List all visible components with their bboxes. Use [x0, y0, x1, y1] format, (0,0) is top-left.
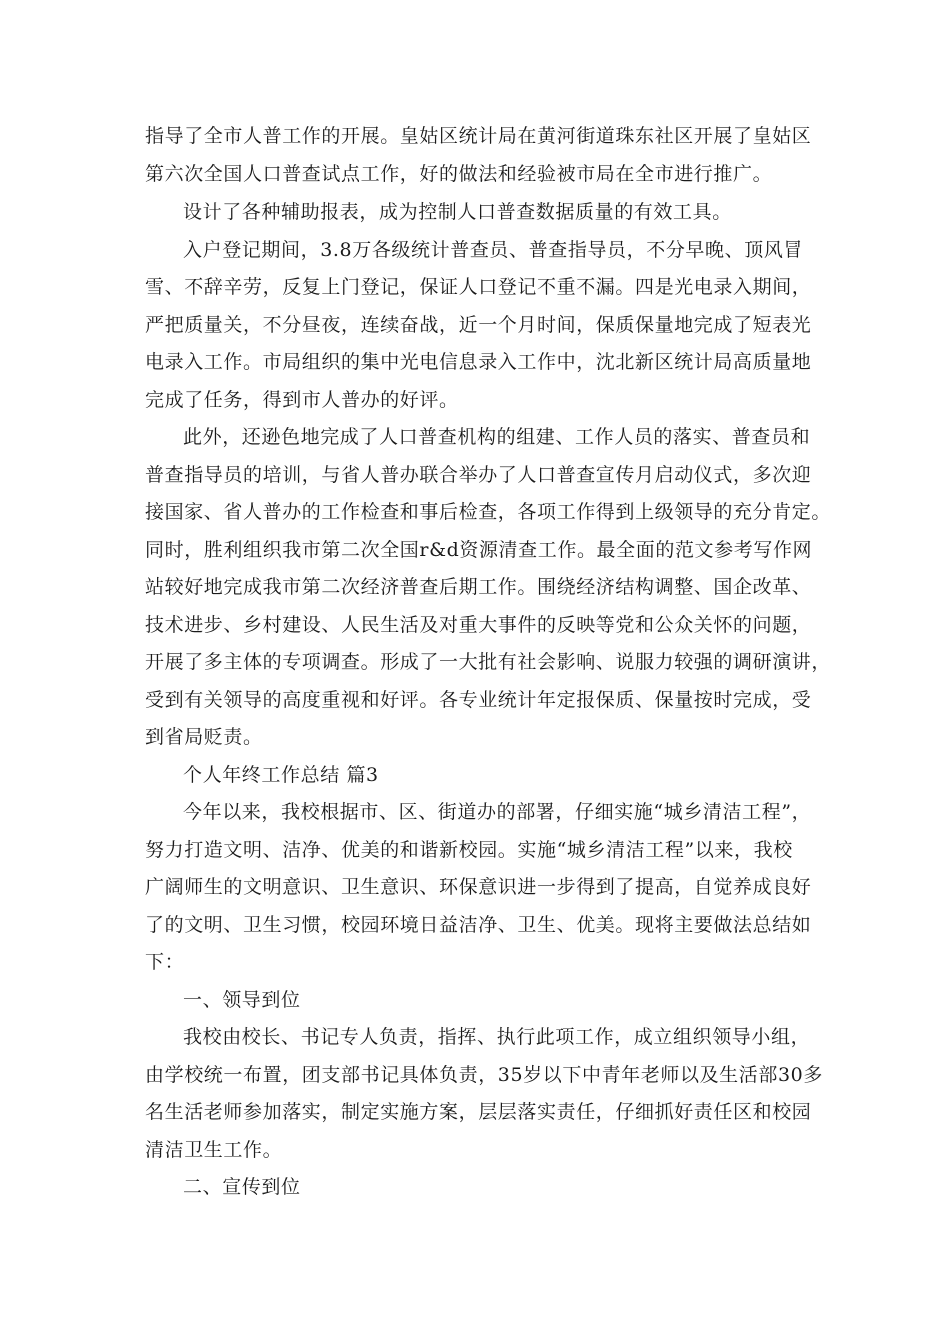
text-line: 第六次全国人口普查试点工作，好的做法和经验被市局在全市进行推广。: [145, 163, 773, 185]
text-line: 入户登记期间，3.8万各级统计普查员、普查指导员，不分早晚、顶风冒: [183, 239, 804, 261]
text-line: 接国家、省人普办的工作检查和事后检查，各项工作得到上级领导的充分肯定。: [145, 501, 832, 523]
text-line: 广阔师生的文明意识、卫生意识、环保意识进一步得到了提高，自觉养成良好: [145, 876, 812, 898]
text-line: 到省局贬责。: [145, 726, 263, 748]
text-line: 开展了多主体的专项调查。形成了一大批有社会影响、说服力较强的调研演讲，: [145, 651, 832, 673]
text-line: 今年以来，我校根据市、区、街道办的部署，仔细实施“城乡清洁工程”，: [183, 801, 812, 823]
text-line: 雪、不辞辛劳，反复上门登记，保证人口登记不重不漏。四是光电录入期间，: [145, 276, 812, 298]
text-line: 受到有关领导的高度重视和好评。各专业统计年定报保质、保量按时完成，受: [145, 689, 812, 711]
text-line: 技术进步、乡村建设、人民生活及对重大事件的反映等党和公众关怀的问题，: [145, 614, 812, 636]
text-line: 普查指导员的培训，与省人普办联合举办了人口普查宣传月启动仪式，多次迎: [145, 464, 812, 486]
subheading: 二、宣传到位: [183, 1176, 301, 1198]
text-line: 下：: [145, 951, 185, 973]
text-line: 指导了全市人普工作的开展。皇姑区统计局在黄河街道珠东社区开展了皇姑区: [145, 125, 812, 147]
text-line: 名生活老师参加落实，制定实施方案，层层落实责任，仔细抓好责任区和校园: [145, 1101, 812, 1123]
text-line: 站较好地完成我市第二次经济普查后期工作。围绕经济结构调整、国企改革、: [145, 576, 812, 598]
text-line: 完成了任务，得到市人普办的好评。: [145, 389, 459, 411]
text-line: 设计了各种辅助报表，成为控制人口普查数据质量的有效工具。: [183, 201, 732, 223]
text-line: 此外，还逊色地完成了人口普查机构的组建、工作人员的落实、普查员和: [183, 426, 811, 448]
text-line: 清洁卫生工作。: [145, 1139, 283, 1161]
text-line: 了的文明、卫生习惯，校园环境日益洁净、卫生、优美。现将主要做法总结如: [145, 914, 812, 936]
text-line: 同时，胜利组织我市第二次全国r&d资源清查工作。最全面的范文参考写作网: [145, 539, 813, 561]
text-line: 电录入工作。市局组织的集中光电信息录入工作中，沈北新区统计局高质量地: [145, 351, 812, 373]
text-line: 由学校统一布置，团支部书记具体负责，35岁以下中青年老师以及生活部30多: [145, 1064, 823, 1086]
text-line: 努力打造文明、洁净、优美的和谐新校园。实施“城乡清洁工程”以来，我校: [145, 839, 793, 861]
subheading: 一、领导到位: [183, 989, 301, 1011]
text-line: 严把质量关，不分昼夜，连续奋战，近一个月时间，保质保量地完成了短表光: [145, 314, 812, 336]
section-heading: 个人年终工作总结 篇3: [183, 764, 379, 786]
text-line: 我校由校长、书记专人负责，指挥、执行此项工作，成立组织领导小组，: [183, 1026, 811, 1048]
